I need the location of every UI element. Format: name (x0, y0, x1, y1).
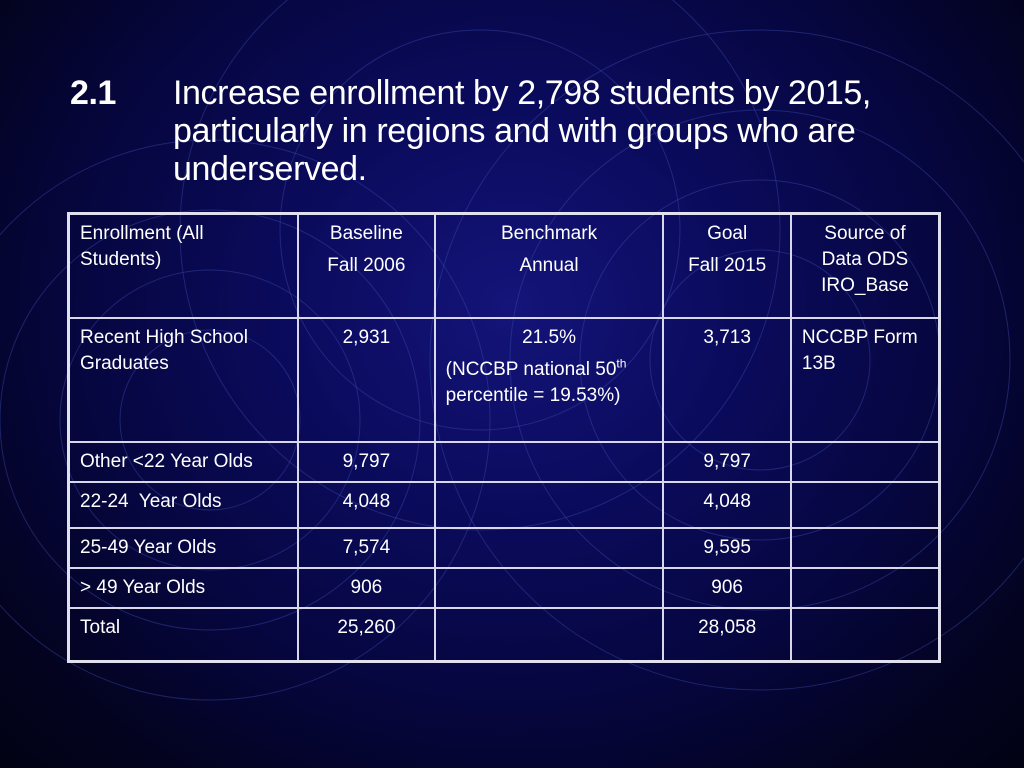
cell-goal: 9,797 (663, 442, 790, 482)
benchmark-value: 21.5% (522, 326, 576, 348)
cell-source (791, 608, 940, 662)
cell-goal: 906 (663, 568, 790, 608)
header-goal-line1: Goal (707, 223, 748, 244)
header-baseline-line2: Fall 2006 (327, 255, 406, 276)
cell-label: Other <22 Year Olds (69, 442, 299, 482)
header-benchmark-line1: Benchmark (500, 223, 598, 244)
cell-benchmark (435, 568, 664, 608)
benchmark-note-superscript: th (616, 356, 627, 371)
cell-benchmark (435, 528, 664, 568)
benchmark-note-text-end: percentile = 19.53%) (445, 384, 621, 406)
cell-baseline: 9,797 (298, 442, 435, 482)
benchmark-note-text: (NCCBP national 50 (445, 358, 617, 380)
cell-label: Total (69, 608, 299, 662)
cell-goal: 3,713 (663, 318, 790, 442)
benchmark-note (446, 357, 653, 409)
cell-baseline: 2,931 (298, 318, 435, 442)
cell-source: NCCBP Form 13B (791, 318, 940, 442)
table-row (69, 568, 940, 608)
cell-goal: 28,058 (663, 608, 790, 662)
cell-label: Recent High School Graduates (69, 318, 299, 442)
cell-goal: 4,048 (663, 482, 790, 528)
cell-source (791, 482, 940, 528)
header-baseline (298, 214, 435, 318)
header-benchmark-line2: Annual (519, 255, 579, 276)
table-row (69, 442, 940, 482)
cell-baseline: 906 (298, 568, 435, 608)
header-enrollment: Enrollment (All Students) (69, 214, 299, 318)
cell-benchmark (435, 318, 664, 442)
cell-label: 25-49 Year Olds (69, 528, 299, 568)
cell-benchmark (435, 482, 664, 528)
cell-goal: 9,595 (663, 528, 790, 568)
table-row (69, 528, 940, 568)
enrollment-table (67, 212, 941, 663)
cell-source (791, 442, 940, 482)
cell-label: 22-24 Year Olds (69, 482, 299, 528)
header-source: Source of Data ODS IRO_Base (791, 214, 940, 318)
header-baseline-line1: Baseline (329, 223, 403, 244)
header-benchmark (435, 214, 664, 318)
cell-label: > 49 Year Olds (69, 568, 299, 608)
cell-benchmark (435, 442, 664, 482)
cell-source (791, 568, 940, 608)
table-row (69, 482, 940, 528)
cell-baseline: 7,574 (298, 528, 435, 568)
cell-source (791, 528, 940, 568)
header-goal-line2: Fall 2015 (688, 255, 767, 276)
table-header-row (69, 214, 940, 318)
cell-baseline: 4,048 (298, 482, 435, 528)
heading-number: 2.1 (70, 74, 117, 112)
cell-benchmark (435, 608, 664, 662)
table-row-recent-graduates (69, 318, 940, 442)
table-row-total (69, 608, 940, 662)
header-goal (663, 214, 790, 318)
heading-text: Increase enrollment by 2,798 students by 2015, particularly in regions and with groups who are underserved. (173, 74, 871, 188)
cell-baseline: 25,260 (298, 608, 435, 662)
